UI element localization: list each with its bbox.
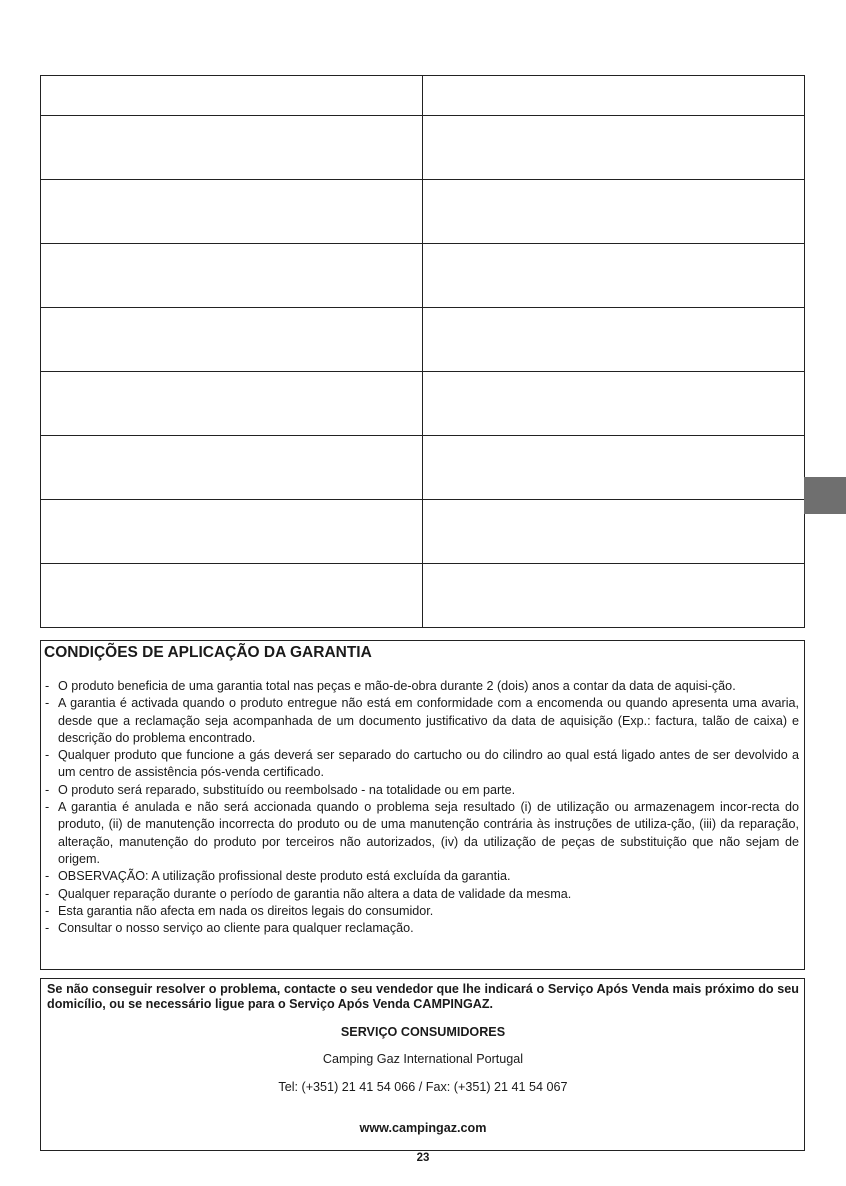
warranty-title: CONDIÇÕES DE APLICAÇÃO DA GARANTIA (44, 644, 372, 661)
list-item: - O produto beneficia de uma garantia total nas peças e mão-de-obra durante 2 (dois) anos a contar da data de aquisi-ção. (44, 678, 799, 695)
contact-lead-text: Se não conseguir resolver o problema, contacte o seu vendedor que lhe indicará o Serviço Após Venda mais próximo do seu domicílio, ou se necessário ligue para o Serviço Após Venda CAMPINGAZ. (47, 982, 799, 1011)
table-cell (41, 116, 423, 180)
table-cell (423, 76, 805, 116)
company-name: Camping Gaz International Portugal (322, 1052, 524, 1066)
table-cell (41, 500, 423, 564)
table-cell (423, 308, 805, 372)
table-cell (41, 244, 423, 308)
table-header-row (41, 76, 805, 116)
list-item: - A garantia é activada quando o produto entregue não está em conformidade com a encomenda ou quando apresenta uma avaria, desde que a reclamação seja acompanhada de um documento justificativo da data de aquisição (Exp.: factura, talão de caixa) e descrição do problema encontrado. (44, 695, 799, 747)
table-cell (41, 564, 423, 628)
warranty-list (44, 678, 799, 937)
table-cell (423, 564, 805, 628)
table-cell (41, 308, 423, 372)
table-cell (423, 116, 805, 180)
table-row (41, 436, 805, 500)
table-row (41, 500, 805, 564)
table-row (41, 180, 805, 244)
service-heading: SERVIÇO CONSUMIDORES (340, 1025, 506, 1039)
warranty-conditions-box (40, 640, 805, 970)
blank-form-table (40, 75, 805, 628)
table-row (41, 244, 805, 308)
list-item: - Qualquer reparação durante o período de garantia não altera a data de validade da mesma. (44, 886, 799, 903)
list-item: - O produto será reparado, substituído ou reembolsado - na totalidade ou em parte. (44, 782, 799, 799)
table-row (41, 564, 805, 628)
table-cell (423, 436, 805, 500)
list-item: - Consultar o nosso serviço ao cliente para qualquer reclamação. (44, 920, 799, 937)
table-row (41, 308, 805, 372)
phone-fax: Tel: (+351) 21 41 54 066 / Fax: (+351) 21 41 54 067 (278, 1080, 568, 1094)
website-link[interactable]: www.campingaz.com (359, 1121, 487, 1135)
table-cell (423, 180, 805, 244)
contact-box (40, 978, 805, 1151)
table-cell (41, 436, 423, 500)
language-side-tab (804, 477, 846, 514)
table-row (41, 116, 805, 180)
table-row (41, 372, 805, 436)
table-cell (423, 244, 805, 308)
table-cell (41, 372, 423, 436)
page-number: 23 (416, 1152, 430, 1164)
table-cell (423, 372, 805, 436)
list-item: - A garantia é anulada e não será accionada quando o problema seja resultado (i) de utilização ou armazenagem incor-recta do produto, (ii) de manutenção incorrecta do produto ou de uma manutenção contrária às instruções de utiliza-ção, (iii) da reparação, alteração, manutenção do produto por terceiros não autorizados, (iv) da utilização de peças de substituição que não sejam de origem. (44, 799, 799, 868)
table-cell (41, 180, 423, 244)
list-item: - Qualquer produto que funcione a gás deverá ser separado do cartucho ou do cilindro ao qual está ligado antes de ser devolvido a um centro de assistência pós-venda certificado. (44, 747, 799, 782)
list-item: - Esta garantia não afecta em nada os direitos legais do consumidor. (44, 903, 799, 920)
list-item: - OBSERVAÇÃO: A utilização profissional deste produto está excluída da garantia. (44, 868, 799, 885)
table-cell (423, 500, 805, 564)
table-cell (41, 76, 423, 116)
